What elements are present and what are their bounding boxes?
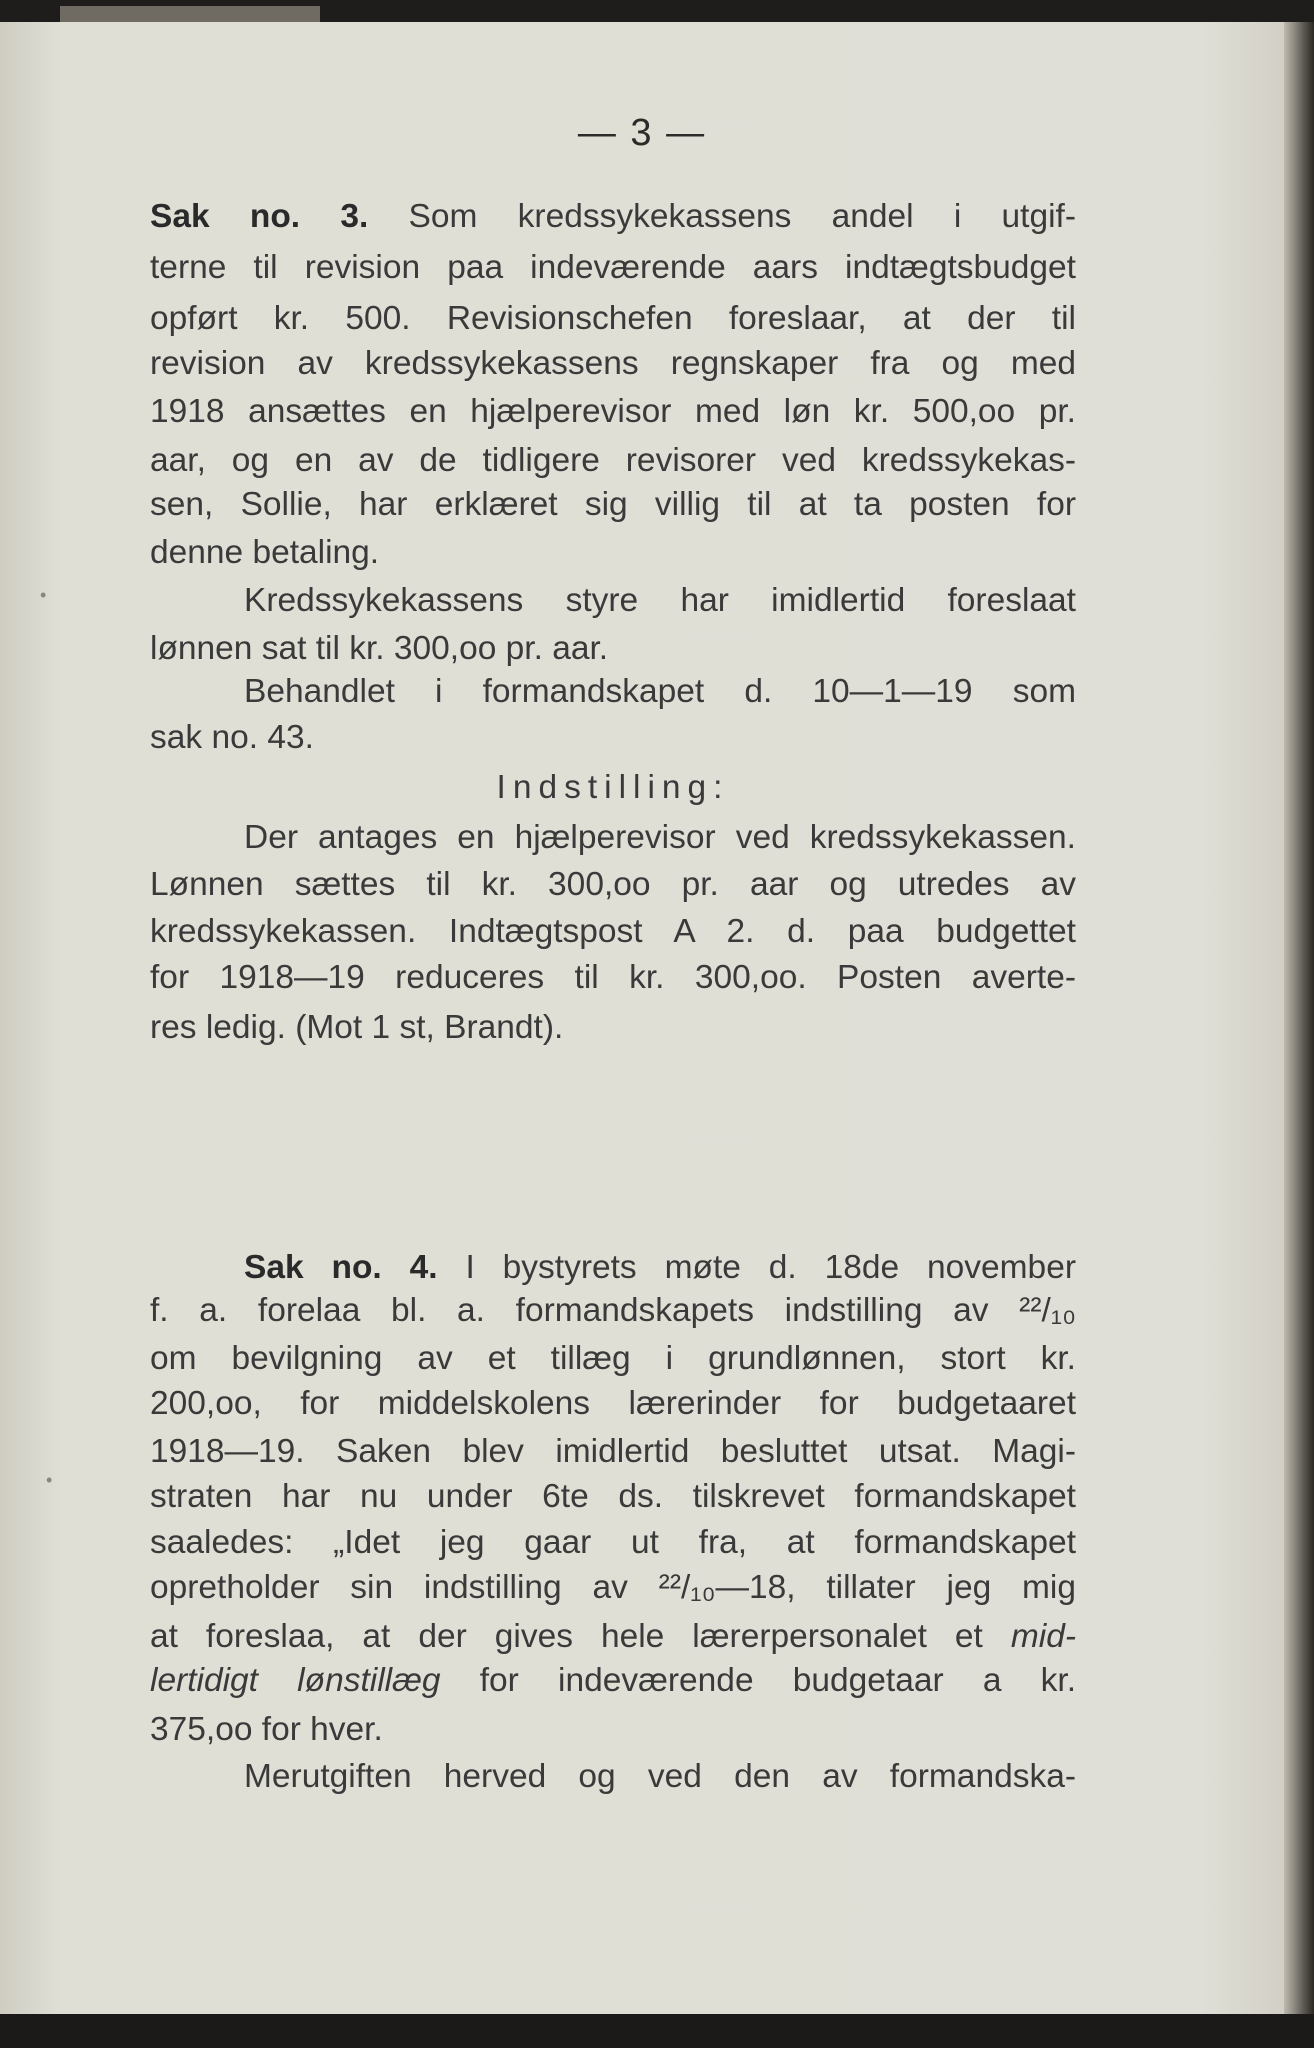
case3-line-4: revision av kredssykekassens regnskaper fra og med xyxy=(150,345,1076,382)
case3-line-8: denne betaling. xyxy=(150,534,380,571)
case4-line-6: straten har nu under 6te ds. tilskrevet formandskapet xyxy=(150,1478,1076,1515)
case4-line-12: Merutgiften herved og ved den av formandska- xyxy=(244,1758,1076,1795)
case3-line-3: opført kr. 500. Revisionschefen foreslaar, at der til xyxy=(150,300,1076,337)
decision-line-1: Der antages en hjælperevisor ved kredssykekassen. xyxy=(244,819,1076,856)
case3-line-5: 1918 ansættes en hjælperevisor med løn kr. 500,oo pr. xyxy=(150,393,1076,430)
case4-label: Sak no. 4. xyxy=(244,1249,438,1286)
decision-line-2: Lønnen sættes til kr. 300,oo pr. aar og utredes av xyxy=(150,866,1076,903)
case3-label: Sak no. 3. xyxy=(150,198,369,235)
case4-line-2: f. a. forelaa bl. a. formandskapets indstilling av ²²/₁₀ xyxy=(150,1292,1076,1329)
case4-line-9 xyxy=(150,1612,1076,1662)
paper-scrap xyxy=(60,6,320,22)
case3-line-1 xyxy=(150,192,1076,242)
italic-lonstillaeg: lertidigt lønstillæg xyxy=(150,1662,441,1699)
case4-line-3: om bevilgning av et tillæg i grundlønnen, stort kr. xyxy=(150,1340,1076,1377)
decision-line-4: for 1918—19 reduceres til kr. 300,oo. Posten averte- xyxy=(150,959,1076,996)
case4-line-11: 375,oo for hver. xyxy=(150,1711,383,1748)
case4-line-7: saaledes: „Idet jeg gaar ut fra, at formandskapet xyxy=(150,1524,1076,1561)
case4-line-8: opretholder sin indstilling av ²²/₁₀—18, tillater jeg mig xyxy=(150,1569,1076,1606)
decision-line-3: kredssykekassen. Indtægtspost A 2. d. paa budgettet xyxy=(150,913,1076,950)
case3-line-7: sen, Sollie, har erklæret sig villig til at ta posten for xyxy=(150,486,1076,523)
case3-line-6: aar, og en av de tidligere revisorer ved kredssykekas- xyxy=(150,442,1076,479)
case3-text: Som kredssykekassens andel i utgif- xyxy=(408,198,1076,235)
margin-speck: • xyxy=(40,585,47,605)
decision-heading: Indstilling: xyxy=(496,769,730,806)
decision-line-5: res ledig. (Mot 1 st, Brandt). xyxy=(150,1009,564,1046)
case3-line-12: sak no. 43. xyxy=(150,719,314,756)
case3-line-11: Behandlet i formandskapet d. 10—1—19 som xyxy=(244,673,1076,710)
case4-text: I bystyrets møte d. 18de november xyxy=(465,1249,1076,1286)
case4-line-5: 1918—19. Saken blev imidlertid besluttet utsat. Magi- xyxy=(150,1433,1076,1470)
bottom-page-edge xyxy=(0,2014,1314,2048)
case4-line-10-text: for indeværende budgetaar a kr. xyxy=(479,1662,1077,1699)
case3-line-2: terne til revision paa indeværende aars indtægtsbudget xyxy=(150,249,1076,286)
book-spine-edge xyxy=(1284,22,1314,2014)
case4-line-10 xyxy=(150,1656,1076,1706)
margin-speck: • xyxy=(46,1470,53,1490)
page-number: — 3 — xyxy=(577,112,707,154)
case3-line-9: Kredssykekassens styre har imidlertid foreslaat xyxy=(244,582,1076,619)
italic-mid: mid- xyxy=(1010,1618,1076,1655)
case3-line-10: lønnen sat til kr. 300,oo pr. aar. xyxy=(150,630,609,667)
case4-line-4: 200,oo, for middelskolens lærerinder for budgetaaret xyxy=(150,1385,1076,1422)
case4-line-9-text: at foreslaa, at der gives hele lærerpersonalet et xyxy=(150,1618,983,1655)
